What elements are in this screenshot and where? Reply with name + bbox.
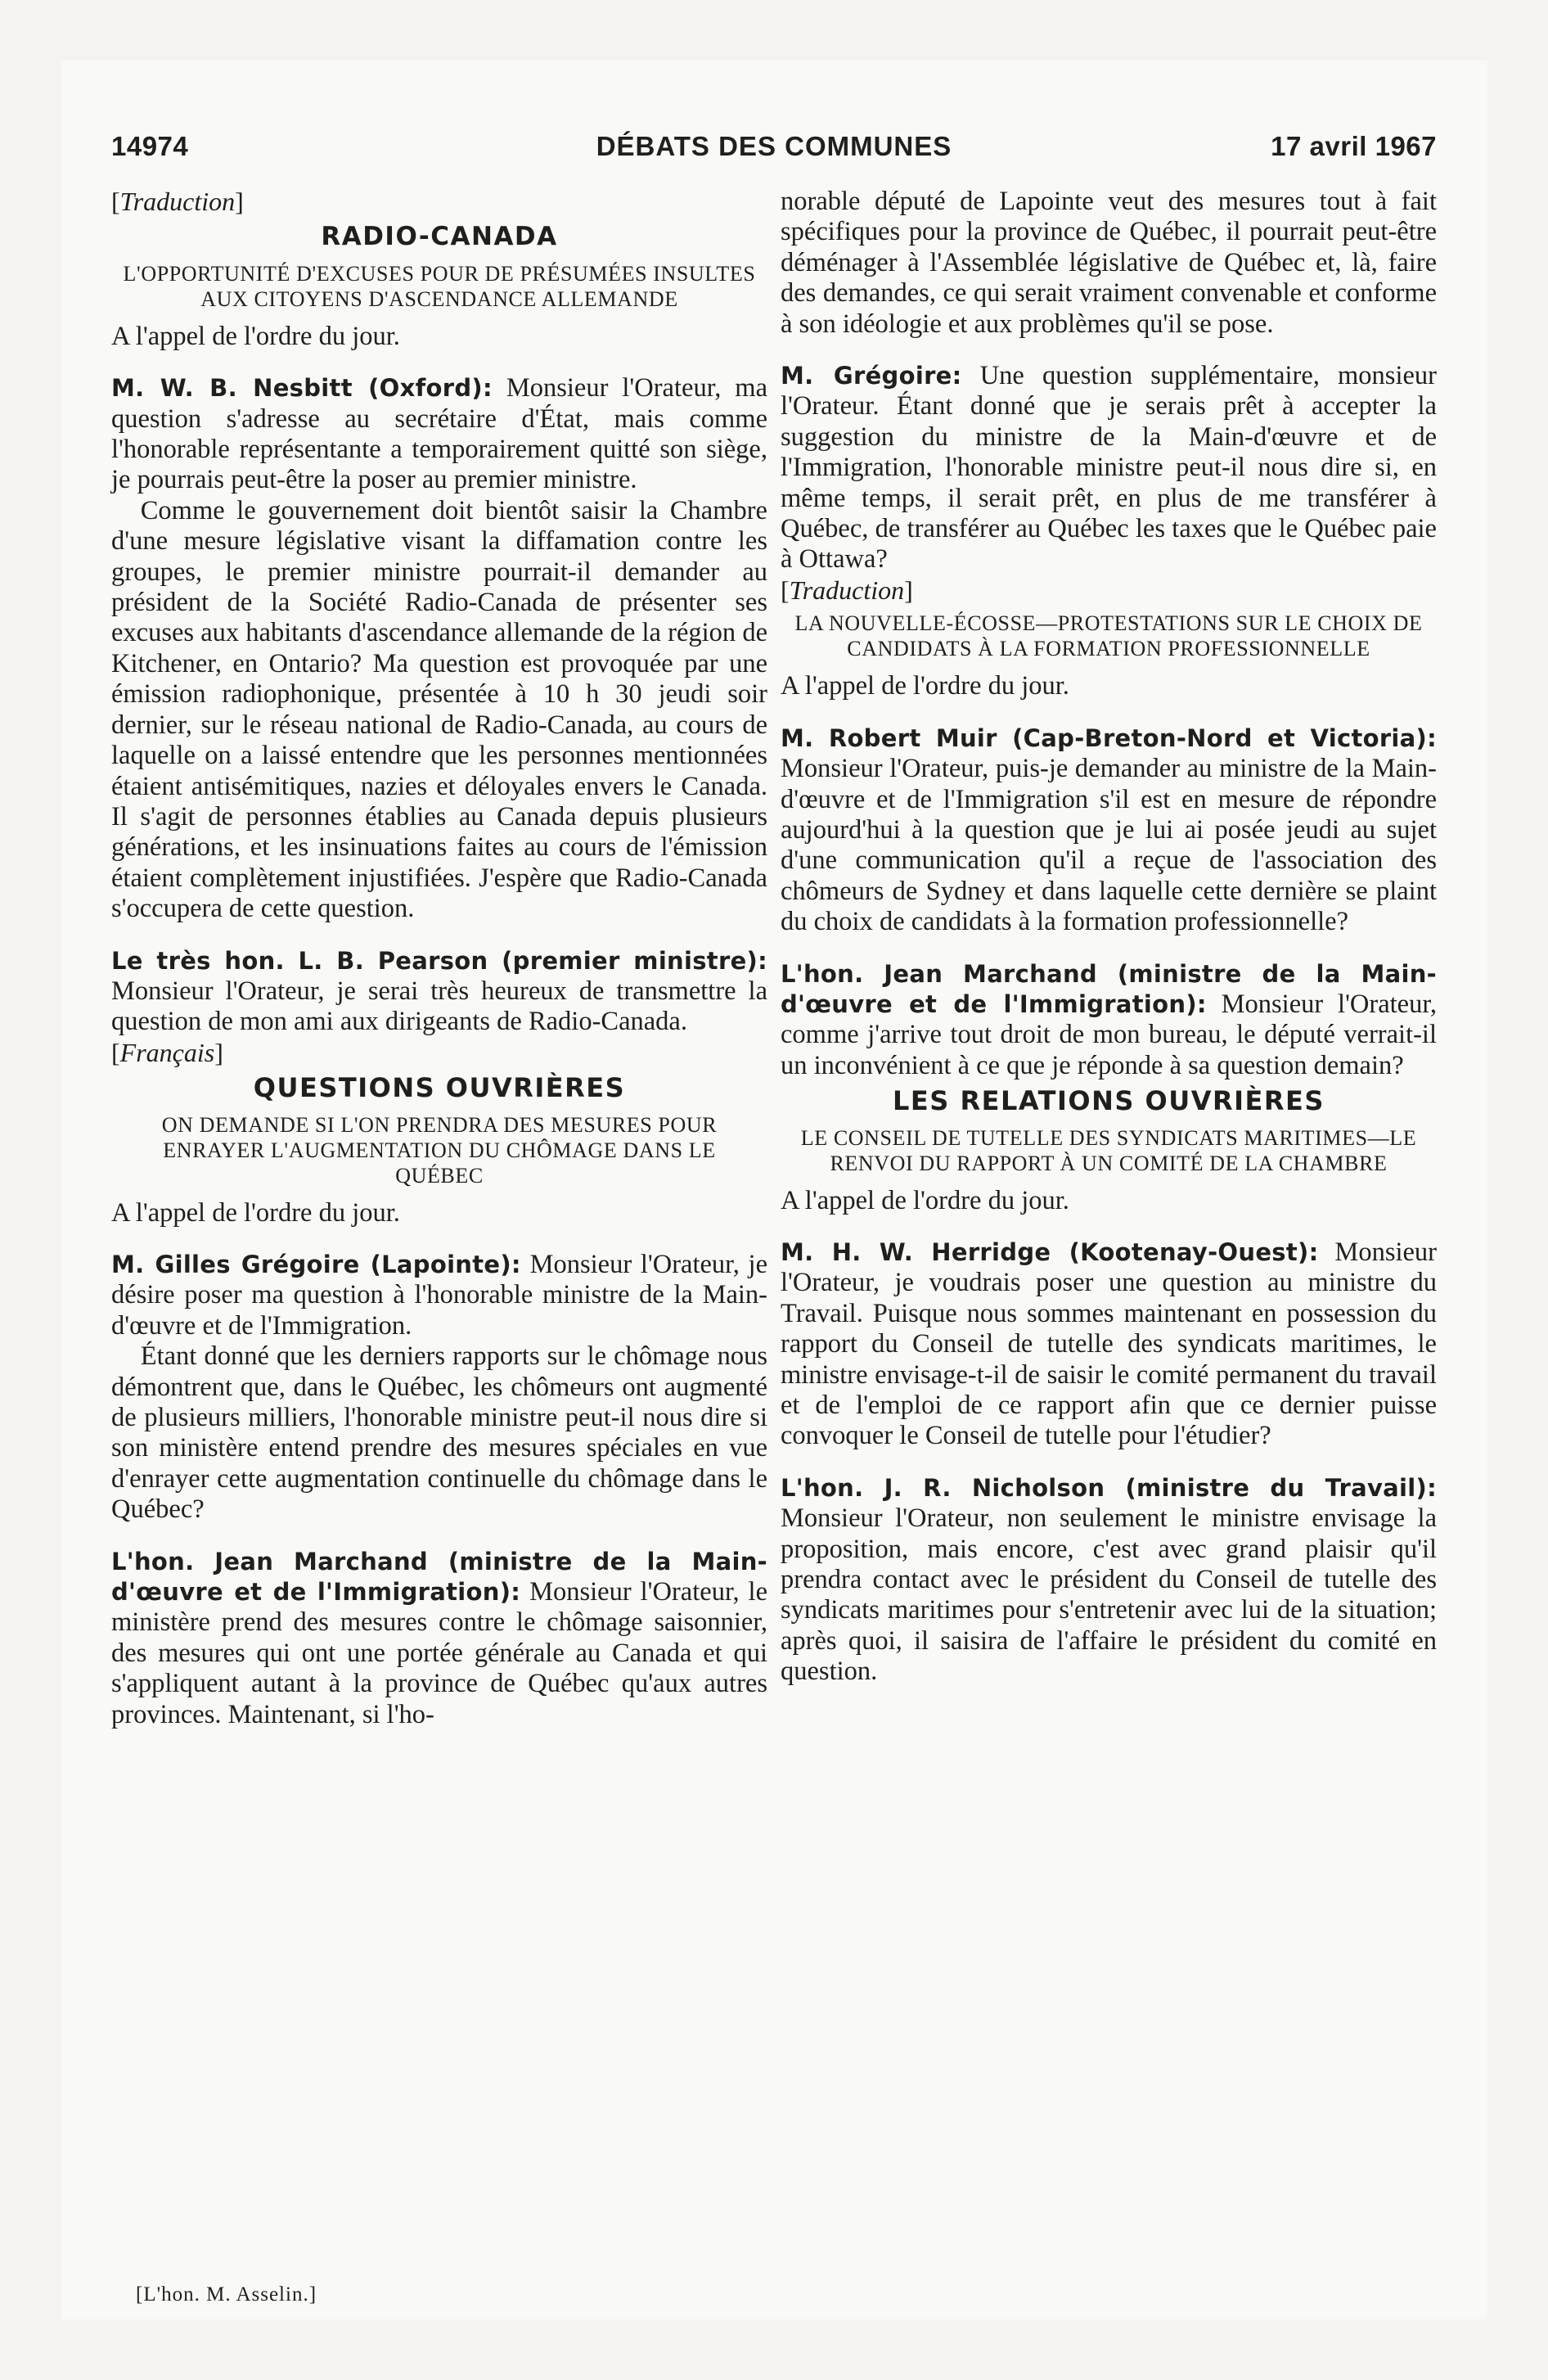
section-heading-relations-ouvrieres: LES RELATIONS OUVRIÈRES <box>893 1085 1325 1117</box>
speech-nesbitt-cont: Comme le gouvernement doit bientôt saisir la Chambre d'une mesure législative visant la diffamation contre les groupes, le premier ministre pourrait-il demander au président de la Société Radio-Canada de présenter ses excuses aux habitants d'ascendance allemande de la région de Kitchener, en Ontario? Ma question est provoquée par une émission radiophonique, présentée à 10 h 30 jeudi soir dernier, sur le réseau national de Radio-Canada, au cours de laquelle on a laissé entendre que les personnes mentionnées étaient antisémitiques, nazies et déloyales envers le Canada. Il s'agit de personnes établies au Canada depuis plusieurs générations, et les insinuations faites au cours de l'émission étaient complètement injustifiées. J'espère que Radio-Canada s'occupera de cette question. <box>111 495 767 924</box>
speech-nesbitt: M. W. B. Nesbitt (Oxford): Monsieur l'Orateur, ma question s'adresse au secrétaire d'État, mais comme l'honorable représentante a temporairement quitté son siège, je pourrais peut-être la poser au premier ministre. <box>111 373 768 495</box>
speaker-name: L'hon. J. R. Nicholson (ministre du Travail): <box>781 1473 1437 1502</box>
speech-marchand-2: L'hon. Jean Marchand (ministre de la Main-d'œuvre et de l'Immigration): Monsieur l'Orateur, comme j'arrive tout droit de mon bureau, le député verrait-il un inconvénient à ce que je réponde à sa question demain? <box>781 959 1437 1080</box>
issue-date: 17 avril 1967 <box>1271 131 1437 161</box>
speech-muir: M. Robert Muir (Cap-Breton-Nord et Victoria): Monsieur l'Orateur, puis-je demander au ministre de la Main-d'œuvre et de l'Immigration s'il est en mesure de répondre aujourd'hui à la question que je lui ai posée jeudi au sujet d'une communication qu'il a reçue de l'association des chômeurs de Sydney et dans laquelle cette dernière se plaint du choix de candidats à la formation professionnelle? <box>781 723 1437 937</box>
order-of-day: A l'appel de l'ordre du jour. <box>111 1197 400 1228</box>
speech-gregoire-supplementary: M. Grégoire: Une question supplémentaire, monsieur l'Orateur. Étant donné que je serais prêt à accepter la suggestion du ministre de la Main-d'œuvre et de l'Immigration, l'honorable ministre peut-il nous dire si, en même temps, il serait prêt, en plus de me transférer à Québec, de transférer au Québec les taxes que le Québec paie à Ottawa? <box>781 361 1437 575</box>
speaker-name: M. W. B. Nesbitt (Oxford): <box>111 374 493 403</box>
section-heading-radio-canada: RADIO-CANADA <box>321 222 558 252</box>
speaker-name: L'hon. Jean Marchand (ministre de la Main-d'œuvre et de l'Immigration): <box>781 959 1437 1018</box>
language-tag: [Français] <box>111 1037 223 1067</box>
speech-nicholson: L'hon. J. R. Nicholson (ministre du Travail): Monsieur l'Orateur, non seulement le ministre envisage la proposition, mais encore, c'est avec grand plaisir qu'il prendra contact avec le président du Conseil de tutelle des syndicats maritimes pour s'entretenir avec lui de la situation; après quoi, il saisira de l'affaire le président du comité en question. <box>781 1473 1437 1687</box>
speaker-name: Le très hon. L. B. Pearson (premier ministre): <box>111 946 767 975</box>
speech-marchand: L'hon. Jean Marchand (ministre de la Main-d'œuvre et de l'Immigration): Monsieur l'Orateur, le ministère prend des mesures contre le chômage saisonnier, des mesures qui ont une portée générale au Canada et qui s'appliquent autant à la province de Québec qu'aux autres provinces. Maintenant, si l'ho- <box>111 1547 767 1729</box>
speaker-name: L'hon. Jean Marchand (ministre de la Main-d'œuvre et de l'Immigration): <box>111 1547 767 1607</box>
section-heading-questions-ouvrieres: QUESTIONS OUVRIÈRES <box>253 1072 626 1104</box>
speech-marchand-cont: norable député de Lapointe veut des mesures tout à fait spécifiques pour la province de Québec, il pourrait peut-être déménager à l'Assemblée législative de Québec et, là, faire des demandes, ce qui serait vraiment convenable et conforme à son idéologie et aux problèmes qu'il se pose. <box>781 187 1437 339</box>
speaker-name: M. Robert Muir (Cap-Breton-Nord et Victoria): <box>781 723 1437 752</box>
translation-tag: [Traduction] <box>781 575 913 605</box>
subheading-nouvelle-ecosse: LA NOUVELLE-ÉCOSSE—PROTESTATIONS SUR LE CHOIX DE CANDIDATS À LA FORMATION PROFESSIONNELLE <box>794 611 1423 661</box>
subheading-conseil-tutelle: LE CONSEIL DE TUTELLE DES SYNDICATS MARITIMES—LE RENVOI DU RAPPORT À UN COMITÉ DE LA CHAMBRE <box>800 1125 1417 1175</box>
subheading-chomage: ON DEMANDE SI L'ON PRENDRA DES MESURES POUR ENRAYER L'AUGMENTATION DU CHÔMAGE DANS LE QUÉBEC <box>161 1112 718 1188</box>
speaker-name: M. Gilles Grégoire (Lapointe): <box>111 1250 521 1278</box>
order-of-day: A l'appel de l'ordre du jour. <box>111 321 400 351</box>
speaker-name: M. H. W. Herridge (Kootenay-Ouest): <box>781 1237 1319 1266</box>
right-column <box>781 187 1437 1688</box>
left-column <box>111 187 767 1730</box>
speech-gregoire-cont: Étant donné que les derniers rapports sur le chômage nous démontrent que, dans le Québec, les chômeurs ont augmenté de plusieurs milliers, l'honorable ministre peut-il nous dire si son ministère entend prendre des mesures spéciales en vue d'enrayer cette augmentation continuelle du chômage dans le Québec? <box>111 1341 767 1525</box>
order-of-day: A l'appel de l'ordre du jour. <box>781 1185 1069 1215</box>
running-head <box>111 131 1437 172</box>
speech-herridge: M. H. W. Herridge (Kootenay-Ouest): Monsieur l'Orateur, je voudrais poser une question au ministre du Travail. Puisque nous sommes maintenant en possession du rapport du Conseil de tutelle des syndicats maritimes, le ministre envisage-t-il de saisir le comité permanent du travail et de l'emploi de ce rapport afin que ce dernier puisse convoquer le Conseil de tutelle pour l'étudier? <box>781 1237 1437 1451</box>
publication-title: DÉBATS DES COMMUNES <box>596 131 952 161</box>
page-number: 14974 <box>111 131 189 161</box>
order-of-day: A l'appel de l'ordre du jour. <box>781 671 1069 701</box>
translation-tag: [Traduction] <box>111 187 244 216</box>
speech-gregoire: M. Gilles Grégoire (Lapointe): Monsieur l'Orateur, je désire poser ma question à l'honorable ministre de la Main-d'œuvre et de l'Immigration. <box>111 1249 768 1341</box>
speaker-name: M. Grégoire: <box>781 362 962 390</box>
subheading-excuses: L'OPPORTUNITÉ D'EXCUSES POUR DE PRÉSUMÉES INSULTES AUX CITOYENS D'ASCENDANCE ALLEMANDE <box>123 261 756 311</box>
page <box>61 61 1487 2319</box>
speech-pearson: Le très hon. L. B. Pearson (premier ministre): Monsieur l'Orateur, je serai très heureux de transmettre la question de mon ami aux dirigeants de Radio-Canada. <box>111 946 767 1037</box>
footer-note: [L'hon. M. Asselin.] <box>136 2283 317 2306</box>
